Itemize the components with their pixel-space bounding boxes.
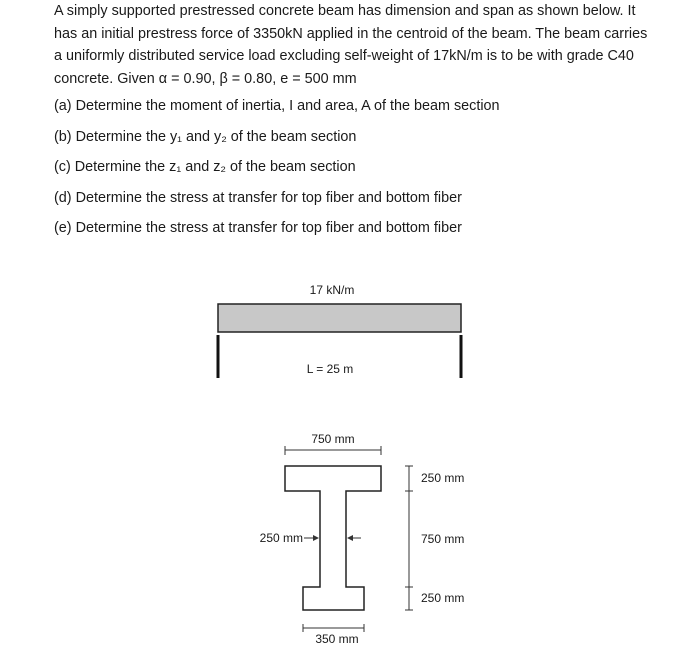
- web-arrowhead-left: [313, 535, 319, 541]
- intro-line: concrete. Given α = 0.90, β = 0.80, e = 500 mm: [54, 70, 357, 87]
- part-a: (a) Determine the moment of inertia, I and area, A of the beam section: [54, 98, 500, 114]
- i-section-diagram: [260, 432, 465, 646]
- web-arrowhead-right: [347, 535, 353, 541]
- intro-line: has an initial prestress force of 3350kN applied in the centroid of the beam. The beam carries: [54, 25, 648, 42]
- beam-diagram: [218, 283, 461, 378]
- web-width-label: 250 mm: [259, 531, 303, 545]
- bottom-flange-width-label: 350 mm: [315, 632, 359, 646]
- span-label: L = 25 m: [306, 362, 354, 376]
- intro-line: A simply supported prestressed concrete beam has dimension and span as shown below. It: [54, 3, 636, 19]
- part-d: (d) Determine the stress at transfer for top fiber and bottom fiber: [54, 189, 462, 206]
- part-b: (b) Determine the y₁ and y₂ of the beam section: [54, 128, 357, 145]
- top-flange-width-label: 750 mm: [311, 432, 355, 446]
- bottom-flange-depth-label: 250 mm: [421, 591, 465, 605]
- part-e: (e) Determine the stress at transfer for top fiber and bottom fiber: [54, 220, 462, 236]
- top-flange-depth-label: 250 mm: [421, 471, 465, 485]
- part-c: (c) Determine the z₁ and z₂ of the beam section: [54, 159, 356, 175]
- intro-line: a uniformly distributed service load excluding self-weight of 17kN/m is to be with grade C40: [54, 48, 634, 64]
- load-label: 17 kN/m: [309, 283, 355, 297]
- web-depth-label: 750 mm: [421, 532, 465, 546]
- beam-body: [218, 304, 461, 332]
